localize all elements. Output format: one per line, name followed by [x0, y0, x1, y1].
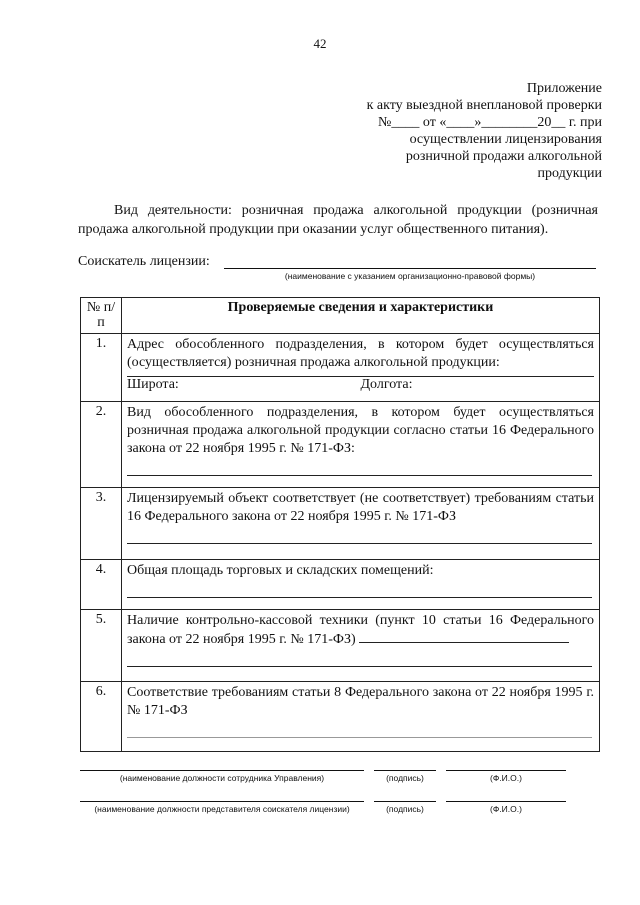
checks-table	[80, 297, 600, 752]
signature-position-caption: (наименование должности сотрудника Управления)	[119, 773, 325, 783]
signature-name-line[interactable]	[446, 770, 566, 771]
row-content	[122, 402, 600, 488]
signature-sign-caption: (подпись)	[386, 773, 424, 783]
row-content	[122, 488, 600, 560]
latitude-label: Широта:	[127, 377, 179, 392]
table-row	[81, 560, 600, 610]
signature-sign-caption: (подпись)	[386, 804, 424, 814]
signature-sign-line[interactable]	[374, 801, 436, 802]
applicant-fill-line[interactable]	[224, 268, 596, 269]
fill-line[interactable]	[127, 649, 592, 667]
row-text: Адрес обособленного подразделения, в котором будет осуществляться (осуществляется) розничная продажа алкогольной продукции:	[127, 337, 594, 370]
applicant-label: Соискатель лицензии:	[78, 254, 210, 269]
appendix-line: осуществлении лицензирования	[409, 132, 602, 147]
fill-line[interactable]	[127, 526, 592, 544]
row-text: Общая площадь торговых и складских помещений:	[127, 563, 434, 578]
applicant-caption: (наименование с указанием организационно-правовой формы)	[284, 271, 536, 281]
header-title: Проверяемые сведения и характеристики	[122, 298, 600, 334]
row-number: 5.	[81, 610, 122, 682]
row-content	[122, 560, 600, 610]
fill-line[interactable]	[127, 580, 592, 598]
signature-name-caption: (Ф.И.О.)	[490, 773, 522, 783]
row-text: Соответствие требованиям статьи 8 Федерального закона от 22 ноября 1995 г. № 171-ФЗ	[127, 685, 594, 718]
row-text-span: Наличие контрольно-кассовой техники (пункт 10 статьи 16 Федерального закона от 22 ноября 1995 г. № 171-ФЗ)	[127, 613, 594, 647]
inline-fill-line[interactable]	[359, 630, 569, 643]
header-num: № п/п	[81, 298, 122, 334]
page-number: 42	[313, 36, 327, 51]
table-row	[81, 334, 600, 402]
row-number: 2.	[81, 402, 122, 488]
appendix-header	[302, 80, 602, 182]
row-number: 1.	[81, 334, 122, 402]
appendix-line: Приложение	[526, 81, 602, 96]
appendix-line: продукции	[537, 166, 602, 181]
row-text: Лицензируемый объект соответствует (не соответствует) требованиям статьи 16 Федерального закона от 22 ноября 1995 г. № 171-ФЗ	[127, 491, 594, 524]
table-row	[81, 488, 600, 560]
signature-position-line[interactable]	[80, 770, 364, 771]
coordinates-line[interactable]	[127, 376, 594, 393]
signature-position-line[interactable]	[80, 801, 364, 802]
row-number: 6.	[81, 682, 122, 752]
row-text	[127, 612, 594, 649]
row-content	[122, 334, 600, 402]
table-header-row	[81, 298, 600, 334]
table-row	[81, 610, 600, 682]
fill-line[interactable]	[127, 720, 592, 738]
longitude-label: Долгота:	[360, 377, 413, 392]
row-content	[122, 610, 600, 682]
fill-line[interactable]	[127, 458, 592, 476]
row-number: 3.	[81, 488, 122, 560]
appendix-line: розничной продажи алкогольной	[405, 149, 602, 164]
appendix-line: №____ от «____»________20__ г. при	[378, 115, 602, 130]
activity-type-text: Вид деятельности: розничная продажа алкогольной продукции (розничная продажа алкогольной продукции при оказании услуг общественного питания).	[78, 203, 598, 237]
table-row	[81, 682, 600, 752]
signature-name-caption: (Ф.И.О.)	[490, 804, 522, 814]
signature-position-caption: (наименование должности представителя соискателя лицензии)	[94, 804, 350, 814]
signature-name-line[interactable]	[446, 801, 566, 802]
table-row	[81, 402, 600, 488]
row-text: Вид обособленного подразделения, в котором будет осуществляться розничная продажа алкогольной продукции согласно статьи 16 Федерального закона от 22 ноября 1995 г. № 171-ФЗ:	[127, 405, 594, 456]
appendix-line: к акту выездной внеплановой проверки	[366, 98, 602, 113]
signature-sign-line[interactable]	[374, 770, 436, 771]
row-content	[122, 682, 600, 752]
row-number: 4.	[81, 560, 122, 610]
